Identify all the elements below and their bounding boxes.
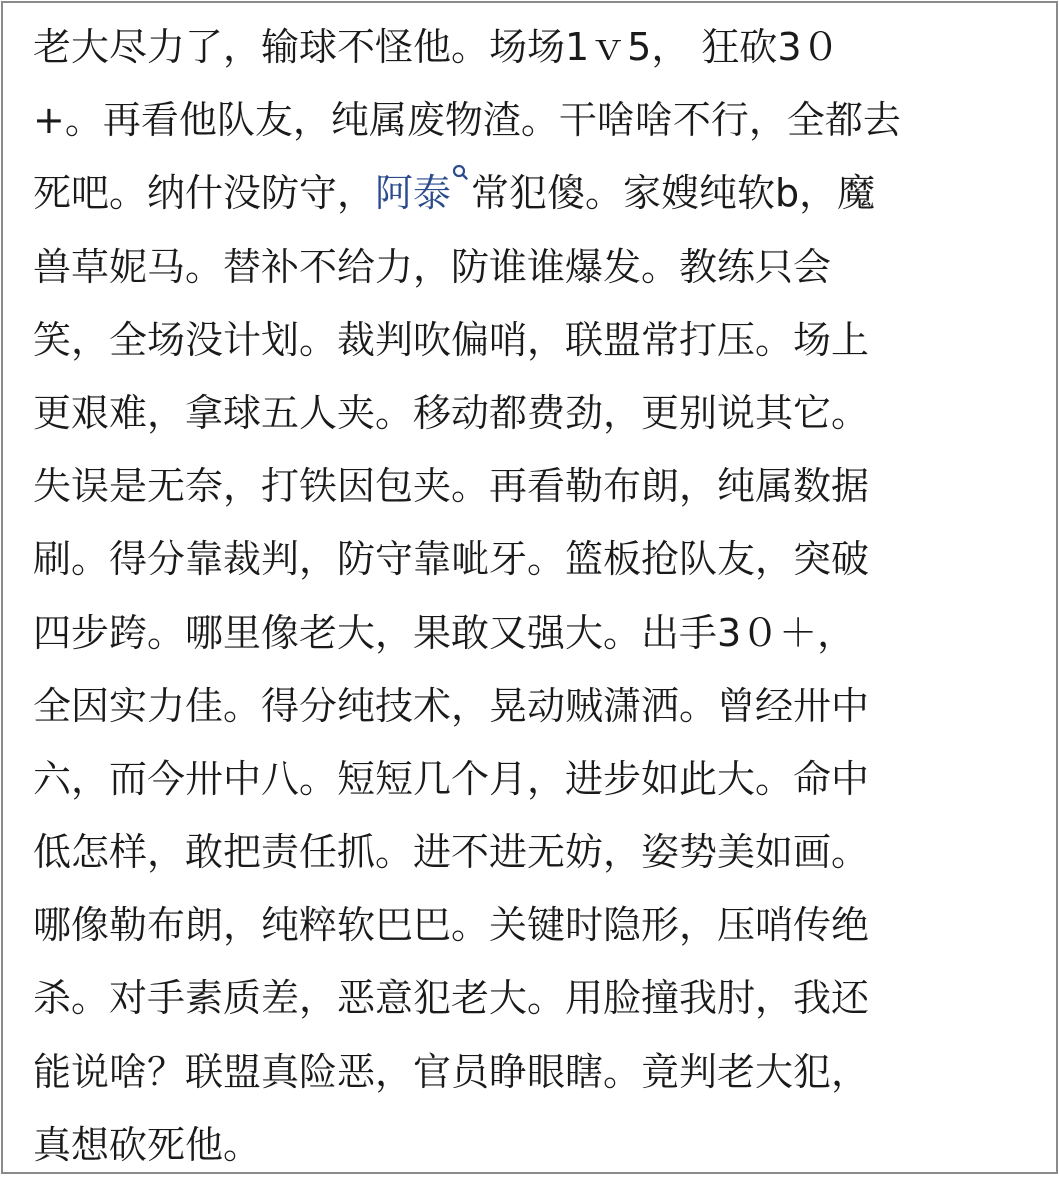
text-line-12: 低怎样，敢把责任抓。进不进无妨，姿势美如画。 <box>33 830 870 875</box>
text-line-8: 刷。得分靠裁判，防守靠呲牙。篮板抢队友，突破 <box>33 537 870 582</box>
text-line-11: 六，而今卅中八。短短几个月，进步如此大。命中 <box>33 756 870 801</box>
text-line-9: 四步跨。哪里像老大，果敢又强大。出手3０＋， <box>33 610 856 655</box>
text-line-2: +。再看他队友，纯属废物渣。干啥啥不行，全都去 <box>33 98 901 143</box>
post-body <box>33 11 1033 1182</box>
text-segment: 常犯傻。家嫂纯软b，魔 <box>471 171 876 216</box>
text-line-1: 老大尽力了，输球不怪他。场场1ｖ5， 狂砍3０ <box>33 25 840 69</box>
text-line-4: 兽草妮马。替补不给力，防谁谁爆发。教练只会 <box>33 244 832 289</box>
text-line-15: 能说啥？联盟真险恶，官员睁眼瞎。竟判老大犯， <box>33 1049 870 1094</box>
text-line-3 <box>33 157 1033 230</box>
text-line-6: 更艰难，拿球五人夹。移动都费劲，更别说其它。 <box>33 390 870 435</box>
search-icon[interactable] <box>451 163 469 185</box>
text-line-13: 哪像勒布朗，纯粹软巴巴。关键时隐形，压哨传绝 <box>33 903 870 948</box>
text-segment: 死吧。纳什没防守， <box>33 171 376 216</box>
keyword-link[interactable]: 阿泰 <box>375 171 452 216</box>
text-line-16: 真想砍死他。 <box>33 1122 262 1167</box>
text-line-5: 笑，全场没计划。裁判吹偏哨，联盟常打压。场上 <box>33 317 870 362</box>
text-line-14: 杀。对手素质差，恶意犯老大。用脸撞我肘，我还 <box>33 976 870 1021</box>
text-line-7: 失误是无奈，打铁因包夹。再看勒布朗，纯属数据 <box>33 464 870 509</box>
text-line-10: 全因实力佳。得分纯技术，晃动贼潇洒。曾经卅中 <box>33 683 870 728</box>
post-frame <box>1 1 1058 1174</box>
